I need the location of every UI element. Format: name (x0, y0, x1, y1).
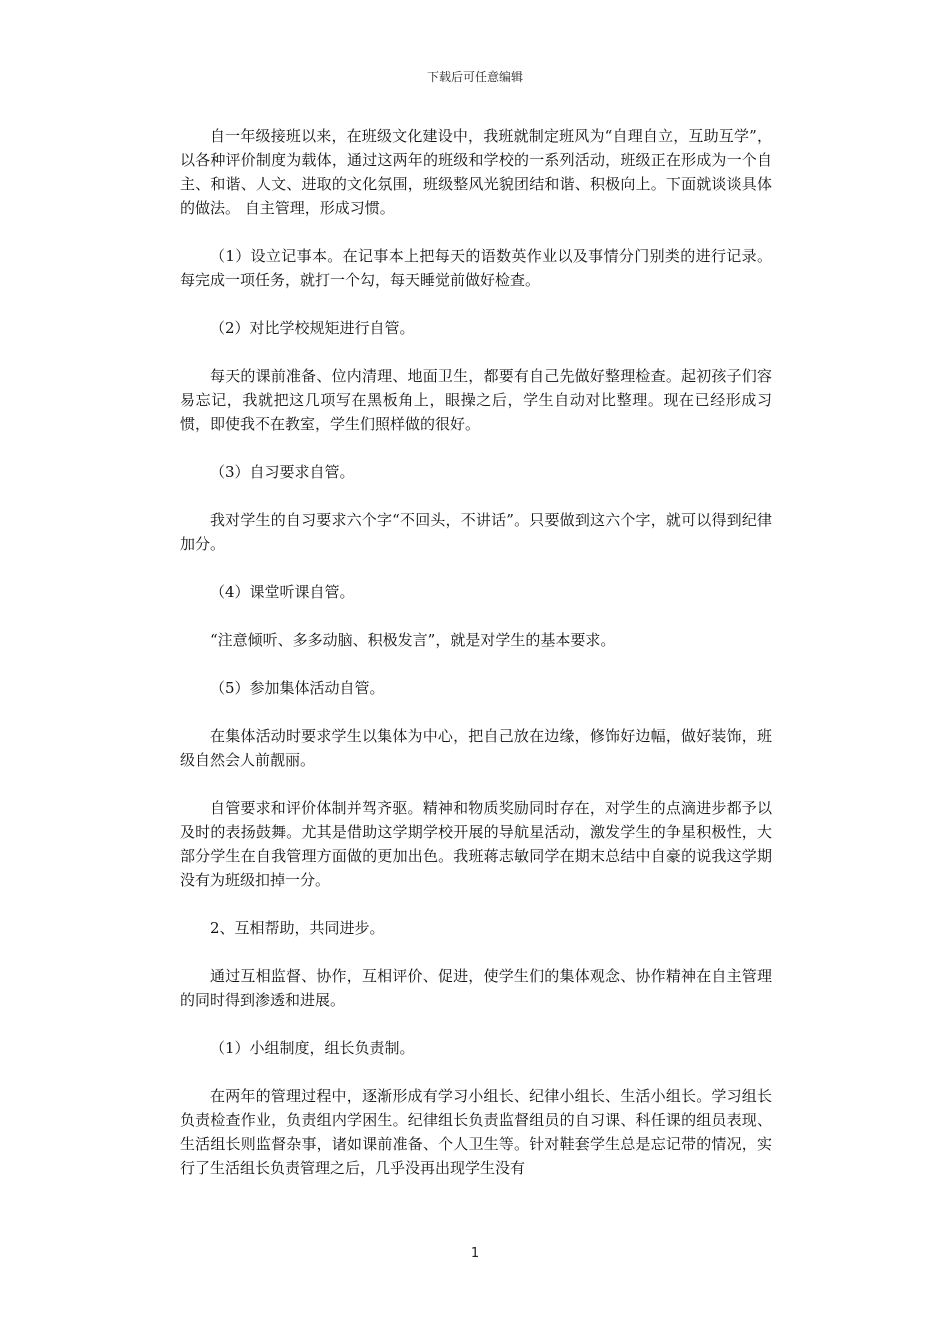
page-header: 下载后可任意编辑 (426, 70, 523, 84)
paragraph: 通过互相监督、协作，互相评价、促进，使学生们的集体观念、协作精神在自主管理的同时得到渗透和进展。 (180, 967, 772, 1009)
paragraph: 在两年的管理过程中，逐渐形成有学习小组长、纪律小组长、生活小组长。学习组长负责检查作业，负责组内学困生。纪律组长负责监督组员的自习课、科任课的组员表现、生活组长则监督杂事，诸如课前准备、个人卫生等。针对鞋套学生总是忘记带的情况，实行了生活组长负责管理之后，几乎没再出现学生没有 (180, 1087, 772, 1177)
paragraph: 我对学生的自习要求六个字“不回头，不讲话”。只要做到这六个字，就可以得到纪律加分。 (180, 511, 772, 553)
document-body (180, 124, 772, 1204)
paragraph: 自一年级接班以来，在班级文化建设中，我班就制定班风为“自理自立，互助互学”，以各种评价制度为载体，通过这两年的班级和学校的一系列活动，班级正在形成为一个自主、和谐、人文、进取的文化氛围，班级整风光貌团结和谐、积极向上。下面就谈谈具体的做法。 自主管理，形成习惯。 (180, 127, 772, 217)
paragraph: （1）小组制度，组长负责制。 (210, 1039, 415, 1057)
paragraph: （4）课堂听课自管。 (210, 583, 355, 601)
page-number: 1 (470, 1246, 480, 1261)
paragraph: 2、互相帮助，共同进步。 (210, 919, 385, 937)
paragraph: （1）设立记事本。在记事本上把每天的语数英作业以及事情分门别类的进行记录。每完成一项任务，就打一个勾，每天睡觉前做好检查。 (180, 247, 772, 289)
paragraph: （5）参加集体活动自管。 (210, 679, 385, 697)
paragraph: （3）自习要求自管。 (210, 463, 355, 481)
paragraph: 自管要求和评价体制并驾齐驱。精神和物质奖励同时存在，对学生的点滴进步都予以及时的表扬鼓舞。尤其是借助这学期学校开展的导航星活动，激发学生的争星积极性，大部分学生在自我管理方面做的更加出色。我班蒋志敏同学在期末总结中自豪的说我这学期没有为班级扣掉一分。 (180, 799, 772, 889)
paragraph: “注意倾听、多多动脑、积极发言”，就是对学生的基本要求。 (210, 631, 616, 649)
paragraph: 每天的课前准备、位内清理、地面卫生，都要有自己先做好整理检查。起初孩子们容易忘记，我就把这几项写在黑板角上，眼操之后，学生自动对比整理。现在已经形成习惯，即使我不在教室，学生们照样做的很好。 (180, 367, 772, 433)
paragraph: 在集体活动时要求学生以集体为中心，把自己放在边缘，修饰好边幅，做好装饰，班级自然会人前靓丽。 (180, 727, 772, 769)
paragraph: （2）对比学校规矩进行自管。 (210, 319, 415, 337)
